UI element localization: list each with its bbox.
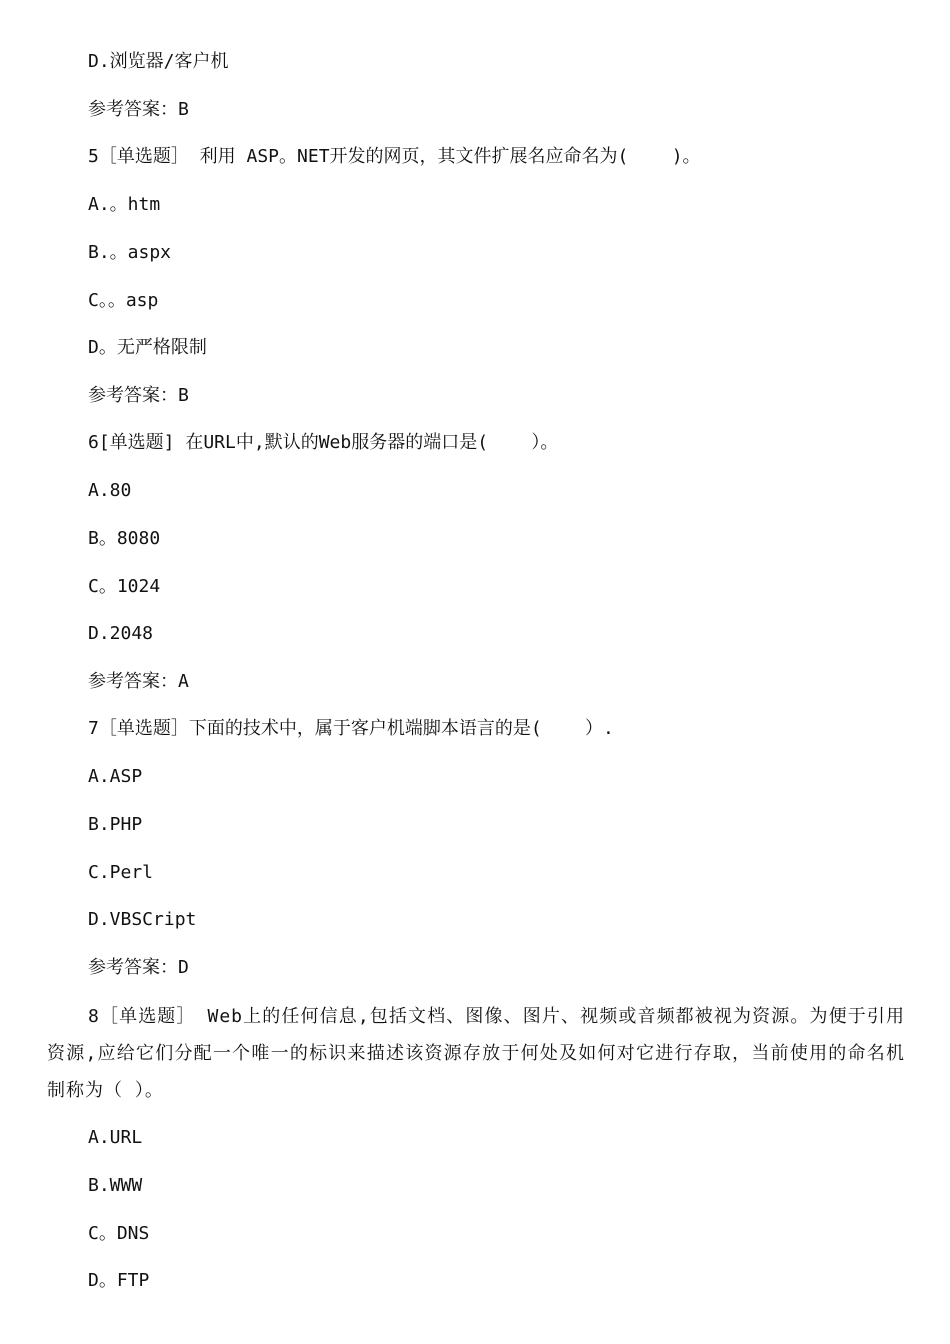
q7-option-c: C.Perl — [88, 862, 154, 883]
q8-option-d: D。FTP — [88, 1270, 150, 1291]
q8-option-c: C。DNS — [88, 1223, 150, 1244]
q8-option-b: B.WWW — [88, 1175, 143, 1196]
q7-option-a: A.ASP — [88, 766, 143, 787]
q7-option-b: B.PHP — [88, 814, 143, 835]
q6-stem: 6[单选题] 在URL中,默认的Web服务器的端口是( ）。 — [88, 432, 559, 453]
q5-option-d: D。无严格限制 — [88, 337, 207, 358]
q5-answer: 参考答案：B — [88, 385, 189, 406]
q5-option-c: C。。asp — [88, 290, 159, 311]
q4-answer: 参考答案：B — [88, 99, 189, 120]
q6-option-b: B。8080 — [88, 528, 161, 549]
q6-answer: 参考答案：A — [88, 671, 189, 692]
q6-option-d: D.2048 — [88, 623, 154, 644]
q5-option-a: A.。htm — [88, 194, 161, 215]
q4-option-d: D.浏览器/客户机 — [88, 51, 229, 72]
q6-option-a: A.80 — [88, 480, 132, 501]
q8-stem: 8［单选题］ Web上的任何信息,包括文档、图像、图片、视频或音频都被视为资源。为便于引用资源,应给它们分配一个唯一的标识来描述该资源存放于何处及如何对它进行存取，当前使用的命名机制称为（ ）。 — [47, 1006, 905, 1101]
q7-stem: 7［单选题］下面的技术中，属于客户机端脚本语言的是( ）. — [88, 718, 614, 739]
q5-stem: 5［单选题］ 利用 ASP。NET开发的网页，其文件扩展名应命名为( )。 — [88, 146, 701, 167]
q5-option-b: B.。aspx — [88, 242, 172, 263]
q7-option-d: D.VBSCript — [88, 909, 197, 930]
q8-option-a: A.URL — [88, 1127, 143, 1148]
q7-answer: 参考答案：D — [88, 957, 189, 978]
q6-option-c: C。1024 — [88, 576, 161, 597]
